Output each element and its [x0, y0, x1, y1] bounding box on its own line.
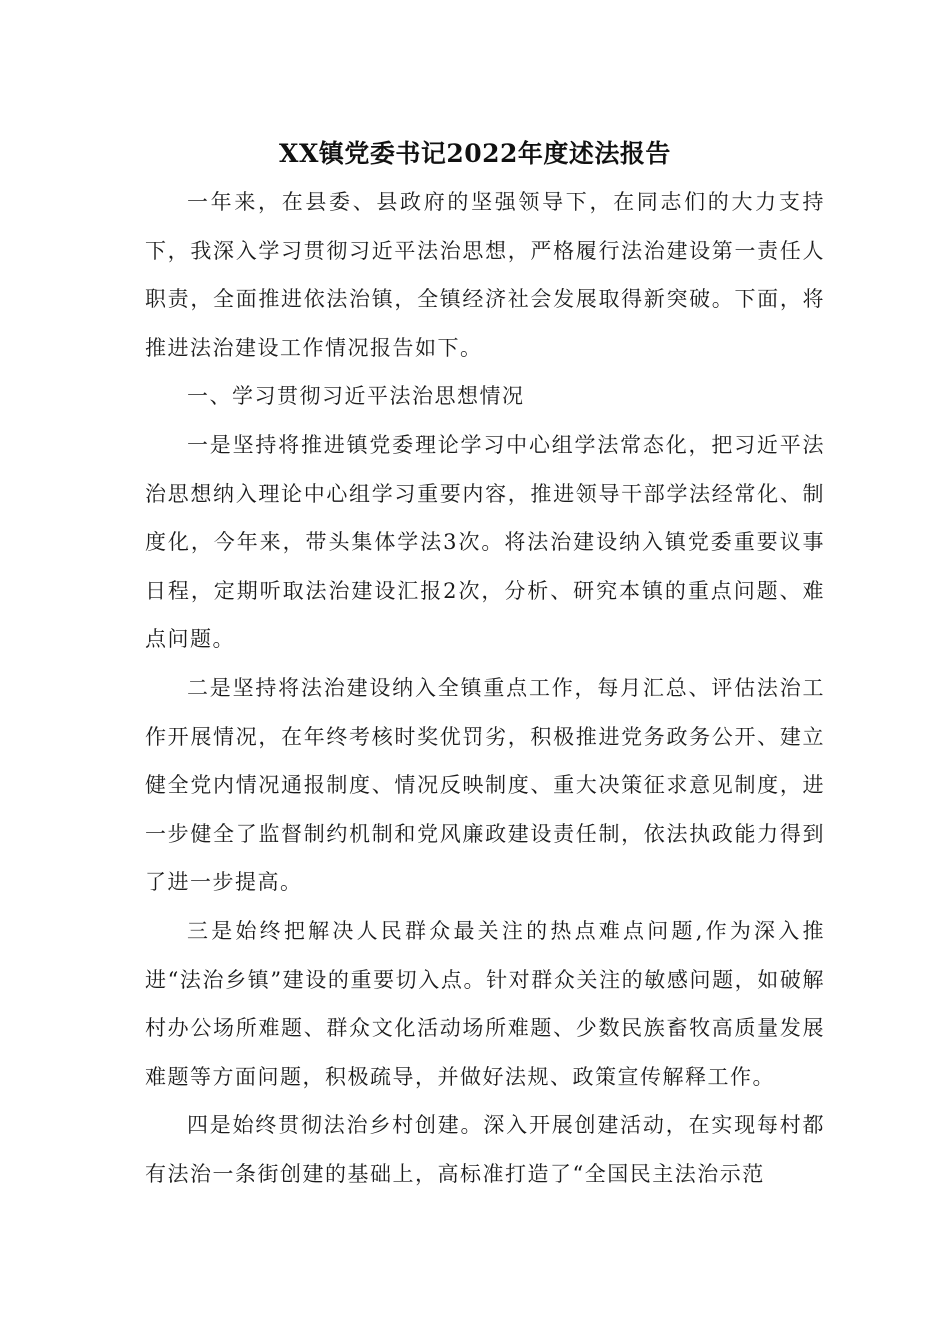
paragraph-point-1: 一是坚持将推进镇党委理论学习中心组学法常态化，把习近平法治思想纳入理论中心组学习重要内容，推进领导干部学法经常化、制度化，今年来，带头集体学法3次。将法治建设纳入镇党委重要议事日程，定期听取法治建设汇报2次，分析、研究本镇的重点问题、难点问题。 — [145, 432, 825, 652]
paragraph-point-3: 三是始终把解决人民群众最关注的热点难点问题,作为深入推进“法治乡镇”建设的重要切入点。针对群众关注的敏感问题，如破解村办公场所难题、群众文化活动场所难题、少数民族畜牧高质量发展难题等方面问题，积极疏导，并做好法规、政策宣传解释工作。 — [145, 918, 825, 1089]
paragraph-point-4: 四是始终贯彻法治乡村创建。深入开展创建活动，在实现每村都有法治一条街创建的基础上，高标准打造了“全国民主法治示范 — [145, 1113, 825, 1186]
document-body — [145, 178, 825, 1198]
section-heading: 一、学习贯彻习近平法治思想情况 — [187, 384, 525, 409]
paragraph-point-2: 二是坚持将法治建设纳入全镇重点工作，每月汇总、评估法治工作开展情况，在年终考核时奖优罚劣，积极推进党务政务公开、建立健全党内情况通报制度、情况反映制度、重大决策征求意见制度，进一步健全了监督制约机制和党风廉政建设责任制，依法执政能力得到了进一步提高。 — [145, 675, 825, 895]
document-title: XX镇党委书记2022年度述法报告 — [279, 139, 671, 168]
paragraph-intro: 一年来，在县委、县政府的坚强领导下，在同志们的大力支持下，我深入学习贯彻习近平法治思想，严格履行法治建设第一责任人职责，全面推进依法治镇，全镇经济社会发展取得新突破。下面，将推进法治建设工作情况报告如下。 — [145, 190, 825, 360]
